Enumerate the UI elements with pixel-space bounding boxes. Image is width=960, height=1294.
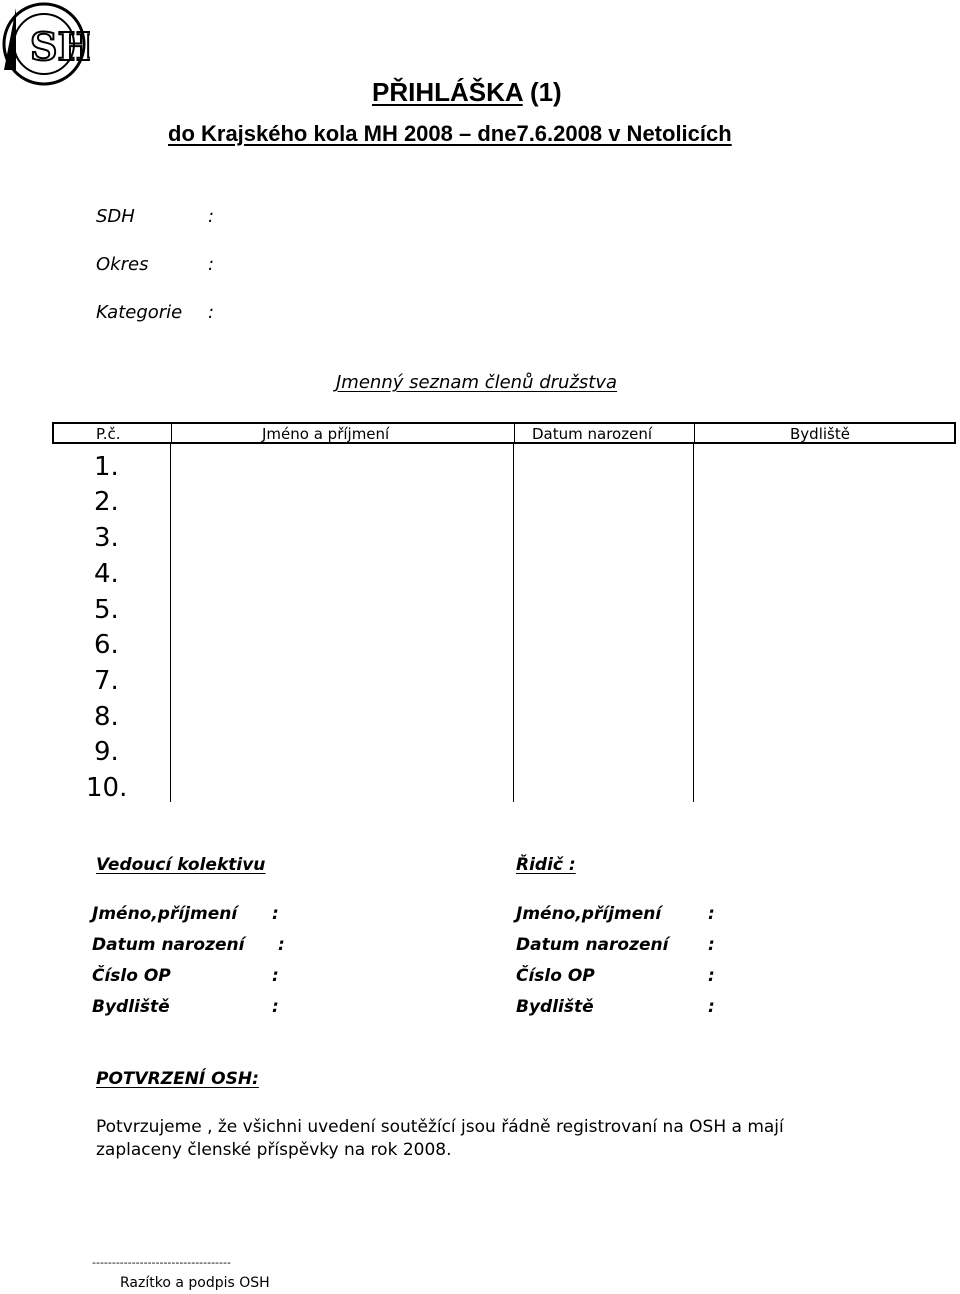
driver-heading: Řidič : [516, 855, 576, 875]
roster-row-number: 3. [94, 523, 119, 553]
leader-id-colon: : [272, 966, 279, 986]
col-number-header: P.č. [96, 425, 121, 443]
okres-label: Okres [96, 254, 149, 275]
leader-name-label: Jméno,příjmení [92, 904, 238, 924]
confirmation-text: Potvrzujeme , že všichni uvedení soutěžící jsou řádně registrovaní na OSH a mají zaplaceny členské příspěvky na rok 2008. [96, 1117, 784, 1160]
okres-field [96, 254, 215, 276]
roster-row-number: 10. [86, 773, 128, 803]
leader-residence-row [92, 996, 279, 1018]
leader-birthdate-colon: : [278, 935, 285, 955]
col-residence-header: Bydliště [790, 425, 850, 443]
kategorie-label: Kategorie [96, 302, 183, 323]
kategorie-colon: : [208, 302, 215, 323]
sdh-field [96, 206, 215, 228]
roster-row-number: 8. [94, 702, 119, 732]
col-birthdate-header: Datum narození [532, 425, 652, 443]
form-title [372, 76, 562, 108]
roster-row-number: 9. [94, 737, 119, 767]
driver-residence-row [516, 996, 715, 1018]
form-subtitle: do Krajského kola MH 2008 – dne7.6.2008 v Netolicích [168, 121, 732, 146]
signature-line: ----------------------------------- [92, 1256, 231, 1269]
leader-residence-label: Bydliště [92, 997, 170, 1017]
col-name-header: Jméno a příjmení [262, 425, 390, 443]
form-title-suffix: (1) [522, 77, 562, 107]
okres-colon: : [208, 254, 215, 275]
leader-name-row [92, 903, 279, 925]
roster-row-number: 4. [94, 559, 119, 589]
roster-table-header [52, 422, 956, 444]
driver-name-colon: : [708, 904, 715, 924]
roster-row-number: 6. [94, 630, 119, 660]
driver-birthdate-colon: : [708, 935, 715, 955]
roster-row-number: 2. [94, 487, 119, 517]
col-divider [514, 424, 515, 442]
roster-row-number: 5. [94, 595, 119, 625]
form-title-main: PŘIHLÁŠKA [372, 77, 523, 107]
driver-id-label: Číslo OP [516, 966, 595, 986]
driver-birthdate-row [516, 934, 715, 956]
logo-letters: SH [30, 24, 90, 69]
sdh-label: SDH [96, 206, 135, 227]
driver-residence-label: Bydliště [516, 997, 594, 1017]
confirmation-heading: POTVRZENÍ OSH: [96, 1069, 259, 1089]
driver-id-row [516, 965, 715, 987]
col-divider [694, 424, 695, 442]
roster-row-number: 7. [94, 666, 119, 696]
leader-id-row [92, 965, 279, 987]
roster-row-number: 1. [94, 452, 119, 482]
kategorie-field [96, 302, 215, 324]
driver-id-colon: : [708, 966, 715, 986]
col-divider [171, 424, 172, 442]
driver-birthdate-label: Datum narození [516, 935, 669, 955]
leader-name-colon: : [272, 904, 279, 924]
osh-logo [0, 0, 90, 90]
driver-name-label: Jméno,příjmení [516, 904, 662, 924]
leader-birthdate-row [92, 934, 285, 956]
driver-residence-colon: : [708, 997, 715, 1017]
signature-label: Razítko a podpis OSH [120, 1275, 270, 1291]
leader-residence-colon: : [272, 997, 279, 1017]
driver-name-row [516, 903, 715, 925]
shield-emblem-icon [0, 0, 90, 90]
leader-heading: Vedoucí kolektivu [96, 855, 266, 875]
leader-birthdate-label: Datum narození [92, 935, 245, 955]
sdh-colon: : [208, 206, 215, 227]
roster-heading: Jmenný seznam členů družstva [336, 372, 618, 393]
roster-body-divider [170, 444, 171, 802]
leader-id-label: Číslo OP [92, 966, 171, 986]
roster-body-divider [693, 444, 694, 802]
roster-body-divider [513, 444, 514, 802]
